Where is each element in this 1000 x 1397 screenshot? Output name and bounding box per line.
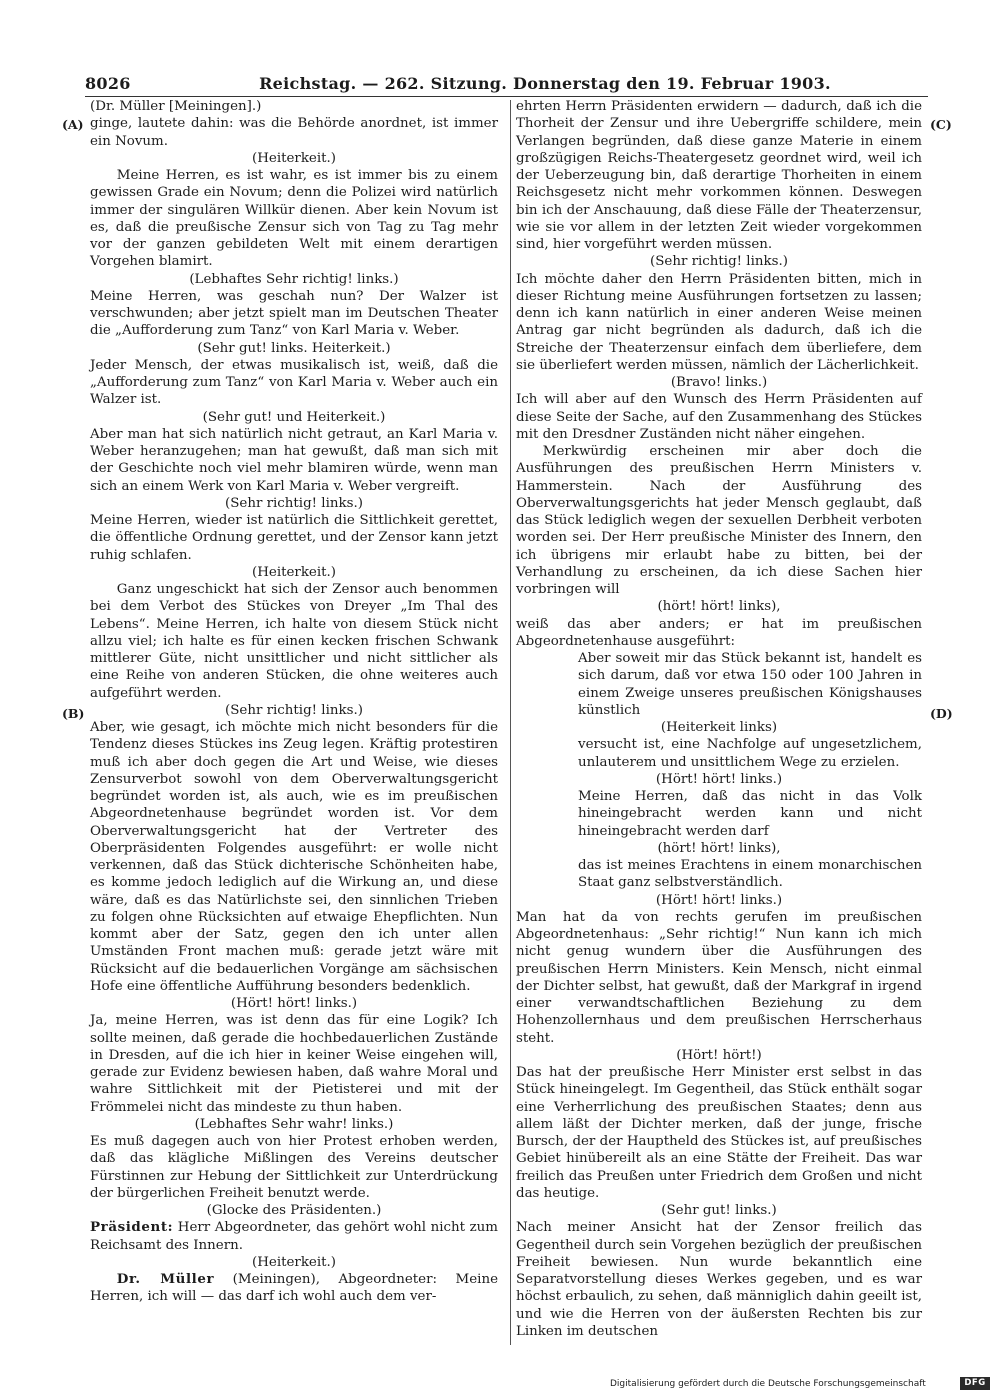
interjection: (Sehr gut! links.): [661, 1203, 777, 1218]
interjection: (Heiterkeit.): [252, 1254, 336, 1270]
margin-marker-d: (D): [930, 706, 953, 721]
interjection: (Sehr richtig! links.): [650, 254, 788, 270]
margin-marker-a: (A): [62, 117, 84, 132]
column-divider: [510, 100, 511, 1345]
quoted-passage: versucht ist, eine Nachfolge auf ungesetzlichem, unlauterem und unsittlichem Wege zu erzielen.: [578, 737, 922, 770]
speech-text: Herr Abgeordneter, das gehört wohl nicht zum Reichsamt des Innern.: [90, 1220, 498, 1253]
dfg-logo: DFG: [960, 1377, 990, 1390]
interjection: (Heiterkeit.): [252, 564, 336, 580]
interjection: (Hört! hört!): [676, 1047, 762, 1063]
paragraph: ehrten Herrn Präsidenten erwidern — dadurch, daß ich die Thorheit der Zensur und ihre Uebergriffe schildere, mein Verlangen begründen, daß diese ganze Materie in einem großzügigen Reichs-Theatergesetz geordnet wird, weil ich der Ueberzeugung bin, daß derartige Thorheiten in einem Reichsgesetz nicht mehr vorkommen können. Deswegen bin ich der Anschauung, daß diese Fälle der Theaterzensur, wie sie vor allem in der letzten Zeit wieder vorgekommen sind, hier vorgeführt werden müssen.: [516, 99, 922, 252]
interjection: (Sehr gut! und Heiterkeit.): [202, 409, 386, 425]
paragraph: Jeder Mensch, der etwas musikalisch ist, weiß, daß die „Aufforderung zum Tanz“ von Karl Maria v. Weber auch ein Walzer ist.: [90, 357, 498, 408]
interjection: (Heiterkeit.): [252, 150, 336, 166]
margin-marker-c: (C): [930, 117, 952, 132]
paragraph: Ich möchte daher den Herrn Präsidenten bitten, mich in dieser Richtung meine Ausführungen fortsetzen zu lassen; denn ich kann natürlich in einer anderen Weise meinen Antrag gar nicht begründen als dadurch, daß ich die Streiche der Theaterzensur einfach dem überliefere, dem sie überliefert werden müssen, nämlich der Lächerlichkeit.: [516, 271, 922, 373]
paragraph: Merkwürdig erscheinen mir aber doch die Ausführungen des preußischen Herrn Ministers v. Hammerstein. Nach der Ausführung des Oberverwaltungsgerichts hat jeder Mensch geglaubt, daß das Stück lediglich wegen der sexuellen Derbheit verboten worden sei. Der Herr preußische Minister des Innern, den ich übrigens mir erlaubt habe zu bitten, bei der Verhandlung zu erscheinen, da ich diese Sachen hier vorbringen will: [516, 444, 922, 597]
interjection: (Heiterkeit links): [660, 720, 778, 735]
interjection: (Hört! hört! links.): [655, 771, 783, 787]
quoted-passage: Meine Herren, daß das nicht in das Volk hineingebracht werden kann und nicht hineingebracht werden darf: [578, 789, 922, 839]
page-number: 8026: [85, 74, 131, 93]
paragraph: Aber man hat sich natürlich nicht getraut, an Karl Maria v. Weber heranzugehen; man hat gewußt, daß man sich mit der Geschichte noch viel mehr blamiren würde, wenn man sich an einem Werk von Karl Maria v. Weber vergreift.: [90, 426, 498, 494]
speech-text: (Meiningen), Abgeordneter: Meine Herren, ich will — das darf ich wohl auch dem ver-: [90, 1272, 498, 1305]
paragraph: Aber, wie gesagt, ich möchte mich nicht besonders für die Tendenz dieses Stückes ins Zeug legen. Kräftig protestiren muß ich aber doch gegen die Art und Weise, wie dieses Zensurverbot sowohl von dem Oberverwaltungsgericht begründet worden ist, als auch, wie es im preußischen Abgeordnetenhause begründet worden ist. Vor dem Oberverwaltungsgericht hat der Vertreter des Oberpräsidenten Folgendes ausgeführt: er wolle nicht verkennen, daß das Stück dichterische Schönheiten habe, es komme jedoch lediglich auf die Wirkung an, und diese wäre, daß es das Natürlichste sei, den sinnlichen Trieben zu folgen ohne Rücksichten auf etwaige Ehepflichten. Nun kommt aber der Satz, gegen den ich unter allen Umständen Front machen muß: gerade jetzt wäre mit Rücksicht auf die bedauerlichen Vorgänge am sächsischen Hofe eine öffentliche Aufführung besonders bedenklich.: [90, 720, 498, 994]
right-column: [516, 98, 922, 1340]
page-header: [85, 74, 930, 98]
paragraph: weiß das aber anders; er hat im preußischen Abgeordnetenhause ausgeführt:: [516, 616, 922, 649]
interjection: (Hört! hört! links.): [655, 892, 783, 908]
quoted-passage: das ist meines Erachtens in einem monarchischen Staat ganz selbstverständlich.: [578, 858, 922, 891]
paragraph: Meine Herren, es ist wahr, es ist immer bis zu einem gewissen Grade ein Novum; denn die Polizei wird natürlich immer der singulären Willkür dienen. Aber kein Novum ist es, daß die preußische Zensur sich von Tag zu Tag mehr vor der ganzen gebildeten Welt mit einem derartigen Vorgehen blamirt.: [90, 168, 498, 270]
paragraph: Ganz ungeschickt hat sich der Zensor auch benommen bei dem Verbot des Stückes von Dreyer „Im Thal des Lebens“. Meine Herren, ich halte von diesem Stück nicht allzu viel; ich halte es für einen keckеn frischen Schwank mittlerer Güte, nicht unsittlicher und nicht sittlicher als eine Reihe von anderen Stücken, die ohne weiteres auch aufgeführt werden.: [90, 582, 498, 701]
paragraph: Nach meiner Ansicht hat der Zensor freilich das Gegentheil durch sein Vorgehen bezüglich der preußischen Freiheit bewiesen. Nun wurde bekanntlich eine Separatvorstellung dieses Werkes gegeben, und es war höchst erbaulich, zu sehen, daß männiglich dahin geeilt ist, und wie die Herren von der äußersten Rechten bis zur Linken im deutschen: [516, 1220, 922, 1339]
interjection: (Sehr gut! links. Heiterkeit.): [197, 340, 391, 356]
paragraph: Man hat da von rechts gerufen im preußischen Abgeordnetenhaus: „Sehr richtig!“ Nun kann ich mich nicht genug wundern über die Ausführungen des preußischen Herrn Ministers. Kein Mensch, nicht einmal der Dichter selbst, hat gewußt, daß der Markgraf in irgend einer verwandtschaftlichen Beziehung zu dem Hohenzollernhaus und dem preußischen Herrscherhaus steht.: [516, 909, 922, 1046]
interjection: (Bravo! links.): [670, 375, 768, 390]
speaker-continued: (Dr. Müller [Meiningen].): [90, 99, 262, 114]
interjection: (Sehr richtig! links.): [225, 702, 363, 718]
paragraph: Es muß dagegen auch von hier Protest erhoben werden, daß das klägliche Mißlingen des Vereins deutscher Fürstinnen zur Hebung der Sittlichkeit zur Unterdrückung der bürgerlichen Freiheit benutzt werde.: [90, 1134, 498, 1201]
paragraph: Das hat der preußische Herr Minister erst selbst in das Stück hineingelegt. Im Gegentheil, das Stück enthält sogar eine Verherrlichung des preußischen Staates; denn aus allem läßt der Dichter merken, daß der junge, frische Bursch, der der Hauptheld des Stückes ist, auf preußisches Gebiet hinübereilt als an eine Stätte der Freiheit. Das war freilich das Preußen unter Friedrich dem Großen und nicht das heutige.: [516, 1065, 922, 1201]
interjection: (Lebhaftes Sehr richtig! links.): [189, 271, 399, 287]
paragraph: Meine Herren, was geschah nun? Der Walzer ist verschwunden; aber jetzt spielt man im Deutschen Theater die „Aufforderung zum Tanz“ von Karl Maria v. Weber.: [90, 288, 498, 339]
interjection: (Lebhaftes Sehr wahr! links.): [194, 1116, 394, 1132]
quoted-passage: Aber soweit mir das Stück bekannt ist, handelt es sich darum, daß vor etwa 150 oder 100 Jahren in einem Zweige unseres preußischen Königshauses künstlich: [578, 651, 922, 718]
president-remark: [90, 1219, 498, 1254]
margin-marker-b: (B): [62, 706, 85, 721]
interjection: (Sehr richtig! links.): [225, 495, 363, 511]
funding-note: Digitalisierung gefördert durch die Deutsche Forschungsgemeinschaft: [610, 1379, 926, 1389]
paragraph: Ich will aber auf den Wunsch des Herrn Präsidenten auf diese Seite der Sache, auf den Zusammenhang des Stückes mit den Dresdner Zuständen nicht näher eingehen.: [516, 392, 922, 442]
running-title: Reichstag. — 262. Sitzung. Donnerstag den 19. Februar 1903.: [259, 74, 831, 93]
speaker-remark: [90, 1271, 498, 1306]
interjection: (hört! hört! links),: [657, 840, 781, 856]
interjection: (Hört! hört! links.): [230, 996, 358, 1011]
paragraph: Ja, meine Herren, was ist denn das für eine Logik? Ich sollte meinen, daß gerade die hochbedauerlichen Zustände in Dresden, auf die ich hier in keiner Weise eingehen will, gerade zur Evidenz bewiesen haben, daß wahre Moral und wahre Sittlichkeit mit der Pietisterei und mit der Frömmelei nicht das mindeste zu thun haben.: [90, 1013, 498, 1115]
header-rule: [85, 96, 928, 97]
paragraph: ginge, lautete dahin: was die Behörde anordnet, ist immer ein Novum.: [90, 116, 498, 149]
paragraph: Meine Herren, wieder ist natürlich die Sittlichkeit gerettet, die öffentliche Ordnung gerettet, und der Zensor kann jetzt ruhig schlafen.: [90, 513, 498, 563]
left-column: [90, 98, 498, 1306]
speaker-name: Präsident:: [90, 1219, 174, 1236]
interjection: (Glocke des Präsidenten.): [206, 1203, 382, 1218]
interjection: (hört! hört! links),: [657, 599, 781, 615]
page-footer: [610, 1377, 990, 1393]
speaker-name: Dr. Müller: [116, 1271, 215, 1287]
